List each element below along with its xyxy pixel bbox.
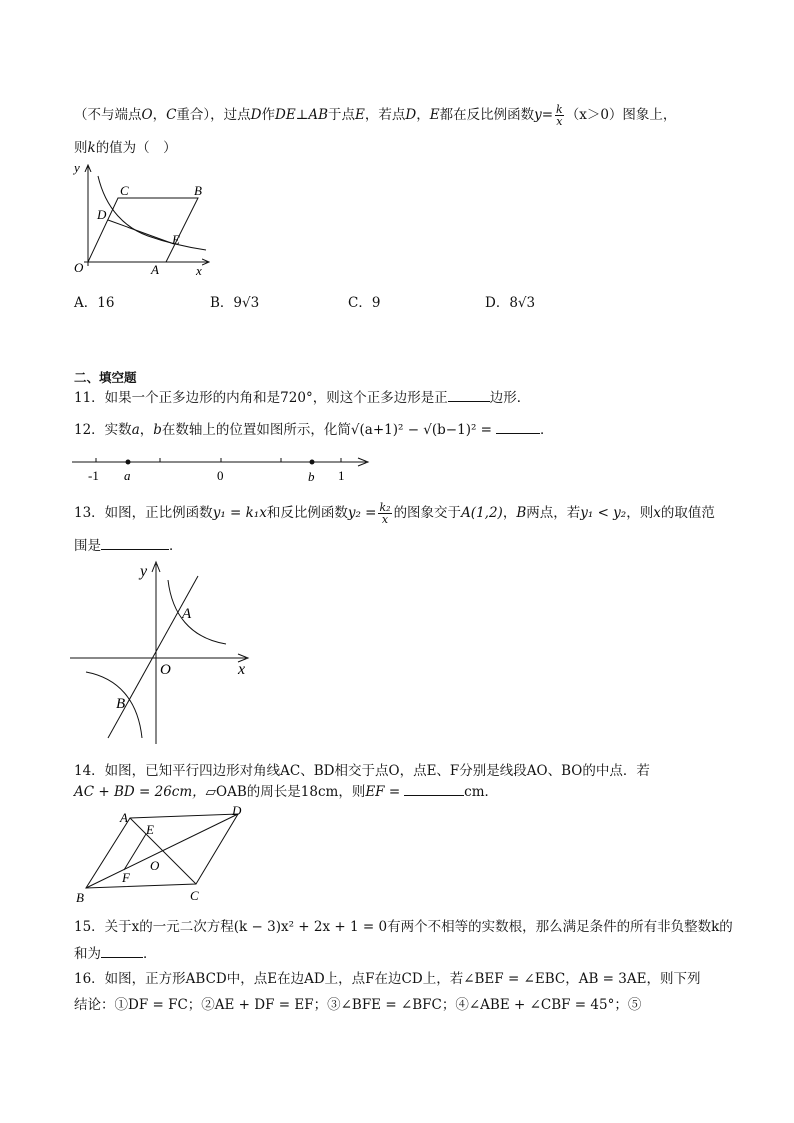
text: cm． (464, 784, 499, 800)
math-expression: EF = (365, 784, 401, 800)
label-D: D (232, 803, 242, 818)
var: DE⊥AB (275, 107, 329, 123)
text: 的取值范 (660, 505, 715, 521)
q10-figure (68, 158, 218, 278)
label-x: x (238, 661, 246, 678)
math-expression: y₁ = k₁x (212, 505, 267, 521)
answer-blank[interactable] (496, 420, 540, 434)
var: C (166, 107, 177, 123)
q10-option-a[interactable] (74, 294, 114, 312)
var: b (153, 422, 162, 438)
answer-blank[interactable] (101, 536, 169, 550)
q13-figure (68, 558, 258, 750)
q10-option-b[interactable] (210, 294, 259, 312)
label-O: O (150, 858, 160, 873)
q10-option-d[interactable] (485, 294, 535, 312)
option-letter: B． (210, 295, 234, 311)
var: a (131, 422, 140, 438)
math-expression: y₁ < y₂ (580, 505, 627, 521)
label-b: b (308, 469, 315, 484)
text: 重合），过点 (176, 107, 251, 123)
q12-number-line (68, 448, 378, 488)
math-expression: A(1,2) (461, 505, 503, 521)
line-y1 (108, 576, 198, 738)
var: E (429, 107, 440, 123)
fraction-k2-over-x (378, 502, 391, 525)
answer-blank[interactable] (404, 782, 464, 796)
q14-line2 (74, 782, 498, 801)
option-value: 8√3 (509, 295, 536, 311)
label-A: A (182, 606, 192, 622)
numerator: k₂ (379, 501, 391, 514)
label-B: B (76, 890, 84, 905)
label-D: D (97, 207, 107, 222)
section-title: 二、填空题 (74, 370, 137, 385)
text: 则 (74, 140, 88, 156)
label-B: B (116, 696, 126, 712)
var: E (355, 107, 365, 123)
text: ▱OAB的周长是18cm，则 (205, 784, 366, 800)
text: （不与端点 (74, 107, 142, 123)
label-E: E (146, 822, 154, 837)
q14-figure (72, 802, 257, 906)
text: 于点 (328, 107, 356, 123)
option-value: 9√3 (233, 295, 260, 311)
text: 的图象交于 (393, 505, 462, 521)
label-A: A (120, 810, 128, 825)
text: 11．如果一个正多边形的内角和是720°，则这个正多边形是正 (74, 390, 448, 406)
hyperbola-branch-1 (168, 580, 226, 644)
text: ， (416, 107, 430, 123)
denominator: x (556, 115, 563, 128)
text: 边形． (489, 390, 531, 406)
q12 (74, 420, 554, 439)
q10-option-c[interactable] (348, 294, 380, 312)
text: 都在反比例函数 (439, 107, 535, 123)
var: k (87, 140, 96, 156)
var: D (250, 107, 262, 123)
text: ，若点 (364, 107, 406, 123)
label-C: C (120, 183, 129, 198)
text: = (541, 107, 554, 123)
label-zero: 0 (217, 468, 224, 483)
text: 13．如图，正比例函数 (74, 505, 213, 521)
text: ． (540, 422, 554, 438)
option-value: 9 (371, 295, 381, 311)
label-m1: -1 (88, 468, 99, 483)
text: ． (143, 946, 157, 962)
text: 两点，若 (526, 505, 581, 521)
option-letter: D． (485, 295, 510, 311)
math-expression: y₂ = (347, 505, 377, 521)
math-expression: AC + BD = 26cm， (74, 784, 206, 800)
label-y: y (74, 160, 80, 175)
q10-line2 (74, 139, 177, 157)
q10-line1 (74, 104, 676, 127)
text: 作 (261, 107, 275, 123)
label-a: a (124, 468, 131, 483)
point-b (310, 460, 315, 465)
point-a (126, 460, 131, 465)
text: 和反比例函数 (266, 505, 348, 521)
label-C: C (190, 888, 199, 903)
label-B: B (194, 183, 202, 198)
q11 (74, 388, 530, 407)
text: ， (152, 107, 167, 123)
var: x (653, 505, 661, 521)
fraction-k-over-x (555, 104, 564, 127)
text: ． (169, 538, 183, 554)
var: y (534, 107, 542, 123)
q16-line2: 结论：①DF = FC；②AE + DF = EF；③∠BFE = ∠BFC；④∠ABE + ∠CBF = 45°；⑤ (74, 997, 642, 1013)
text: 的值为（ ） (95, 140, 177, 156)
text: ， (502, 505, 517, 521)
label-one: 1 (338, 468, 345, 483)
var: B (516, 505, 527, 521)
denominator: x (381, 513, 389, 526)
text: （x＞0）图象上， (565, 107, 677, 123)
q15-line1: 15．关于x的一元二次方程(k − 3)x² + 2x + 1 = 0有两个不相等的实数根，那么满足条件的所有非负整数k的 (74, 919, 733, 935)
label-y: y (140, 563, 148, 580)
label-x: x (196, 263, 202, 278)
var: D (405, 107, 417, 123)
q15-line2 (74, 944, 157, 963)
option-letter: A． (74, 295, 98, 311)
q13-line2 (74, 536, 183, 555)
text: 围是 (74, 538, 101, 554)
option-value: 16 (97, 295, 115, 311)
label-O: O (160, 662, 171, 678)
q13-line1 (74, 500, 715, 526)
hyperbola (98, 176, 206, 250)
text: ， (139, 422, 154, 438)
text: ，则 (626, 505, 654, 521)
numerator: k (556, 103, 563, 116)
var: O (141, 107, 153, 123)
math-expression: √(a+1)² − √(b−1)² = (350, 422, 492, 438)
q16-line1: 16．如图，正方形ABCD中，点E在边AD上，点F在边CD上，若∠BEF = ∠EBC，AB = 3AE，则下列 (74, 971, 701, 987)
label-O: O (74, 260, 84, 275)
label-F: F (122, 870, 130, 885)
segment-DE (108, 220, 174, 244)
label-A: A (151, 262, 159, 277)
answer-blank[interactable] (448, 388, 490, 402)
q14-line1: 14．如图，已知平行四边形对角线AC、BD相交于点O，点E、F分别是线段AO、BO的中点．若 (74, 763, 650, 779)
option-letter: C． (348, 295, 372, 311)
label-E: E (172, 232, 180, 247)
text: 12．实数 (74, 422, 132, 438)
text: 在数轴上的位置如图所示，化简 (161, 422, 351, 438)
answer-blank[interactable] (101, 944, 143, 958)
text: 和为 (74, 946, 101, 962)
